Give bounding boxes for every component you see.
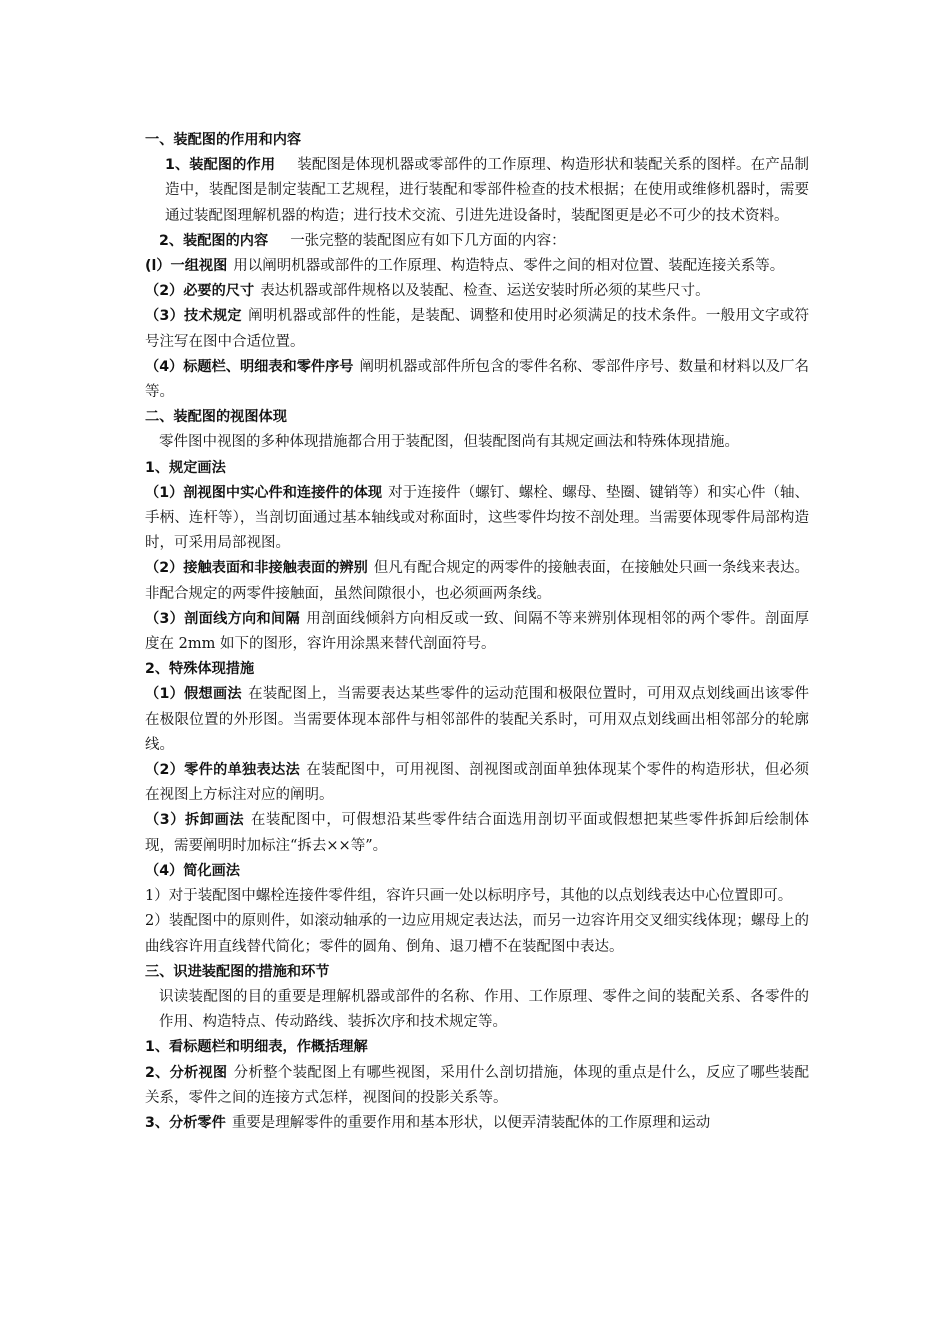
section-heading-3: 三、识进装配图的措施和环节 — [145, 963, 330, 980]
subheading: 1、装配图的作用 — [165, 157, 276, 174]
paragraph-assembly-purpose — [145, 153, 809, 229]
list-item: 2）装配图中的原则件，如滚动轴承的一边应用规定表达法，而另一边容许用交叉细实线体现；螺母上的曲线容许用直线替代简化；零件的圆角、倒角、退刀槽不在装配图中表达。 — [145, 913, 809, 955]
list-item: （2）接触表面和非接触表面的辨别 但凡有配合规定的两零件的接触表面，在接触处只画一条线来表达。非配合规定的两零件接触面，虽然间隙很小，也必须画两条线。 — [145, 560, 809, 602]
section-heading-1: 一、装配图的作用和内容 — [145, 132, 302, 148]
list-item: （3）拆卸画法 在装配图中，可假想沿某些零件结合面选用剖切平面或假想把某些零件拆卸后绘制体现，需要阐明时加标注“拆去××等”。 — [145, 812, 809, 854]
list-item: （2）必要的尺寸 表达机器或部件规格以及装配、检查、运送安装时所必须的某些尺寸。 — [145, 283, 710, 300]
paragraph-text: 识读装配图的目的重要是理解机器或部件的名称、作用、工作原理、零件之间的装配关系、各零件的作用、构造特点、传动路线、装拆次序和技术规定等。 — [159, 988, 809, 1031]
list-item: 2、分析视图 分析整个装配图上有哪些视图，采用什么剖切措施，体现的重点是什么，反应了哪些装配关系，零件之间的连接方式怎样，视图间的投影关系等。 — [145, 1064, 810, 1106]
list-item: （1）剖视图中实心件和连接件的体现 对于连接件（螺钉、螺栓、螺母、垫圈、键销等）和实心件（轴、手柄、连杆等），当剖切面通过基本轴线或对称面时，这些零件均按不剖处理。当需要体现零件局部构造时，可采用局部视图。 — [145, 484, 810, 552]
paragraph-assembly-content — [145, 229, 809, 254]
list-item: （4）标题栏、明细表和零件序号 阐明机器或部件所包含的零件名称、零部件序号、数量和材料以及厂名等。 — [145, 358, 809, 401]
list-item: （4）简化画法 — [145, 862, 240, 879]
paragraph-text: 装配图是体现机器或零部件的工作原理、构造形状和装配关系的图样。在产品制造中，装配图是制定装配工艺规程，进行装配和零部件检查的技术根据；在使用或维修机器时，需要通过装配图理解机器的构造；进行技术交流、引进先进设备时，装配图更是必不可少的技术资料。 — [165, 157, 810, 224]
list-item: 1、看标题栏和明细表，作概括理解 — [145, 1039, 368, 1056]
list-item: （3）剖面线方向和间隔 用剖面线倾斜方向相反或一致、间隔不等来辨别体现相邻的两个零件。剖面厚度在 2mm 如下的图形，容许用涂黑来替代剖面符号。 — [145, 610, 810, 653]
subheading-special: 2、特殊体现措施 — [145, 661, 255, 678]
list-item: （1）假想画法 在装配图上，当需要表达某些零件的运动范围和极限位置时，可用双点划线画出该零件在极限位置的外形图。当需要体现本部件与相邻部件的装配关系时，可用双点划线画出相邻部分的轮廓线。 — [145, 686, 810, 753]
document-page — [145, 128, 809, 1136]
list-item: 1）对于装配图中螺栓连接件零件组，容许只画一处以标明序号，其他的以点划线表达中心位置即可。 — [145, 888, 793, 905]
subheading-rules: 1、规定画法 — [145, 459, 226, 476]
list-item: （2）零件的单独表达法 在装配图中，可用视图、剖视图或剖面单独体现某个零件的构造形状，但必须在视图上方标注对应的阐明。 — [145, 762, 810, 804]
paragraph-text: 一张完整的装配图应有如下几方面的内容： — [290, 232, 566, 249]
list-item: 3、分析零件 重要是理解零件的重要作用和基本形状，以便弄清装配体的工作原理和运动 — [145, 1114, 711, 1131]
subheading: 2、装配图的内容 — [159, 232, 269, 249]
list-item: (l）一组视图 用以阐明机器或部件的工作原理、构造特点、零件之间的相对位置、装配连接关系等。 — [145, 258, 785, 275]
section-heading-2: 二、装配图的视图体现 — [145, 409, 287, 426]
paragraph-text: 零件图中视图的多种体现措施都合用于装配图，但装配图尚有其规定画法和特殊体现措施。 — [159, 434, 739, 451]
list-item: （3）技术规定 阐明机器或部件的性能，是装配、调整和使用时必须满足的技术条件。一般用文字或符号注写在图中合适位置。 — [145, 308, 810, 350]
